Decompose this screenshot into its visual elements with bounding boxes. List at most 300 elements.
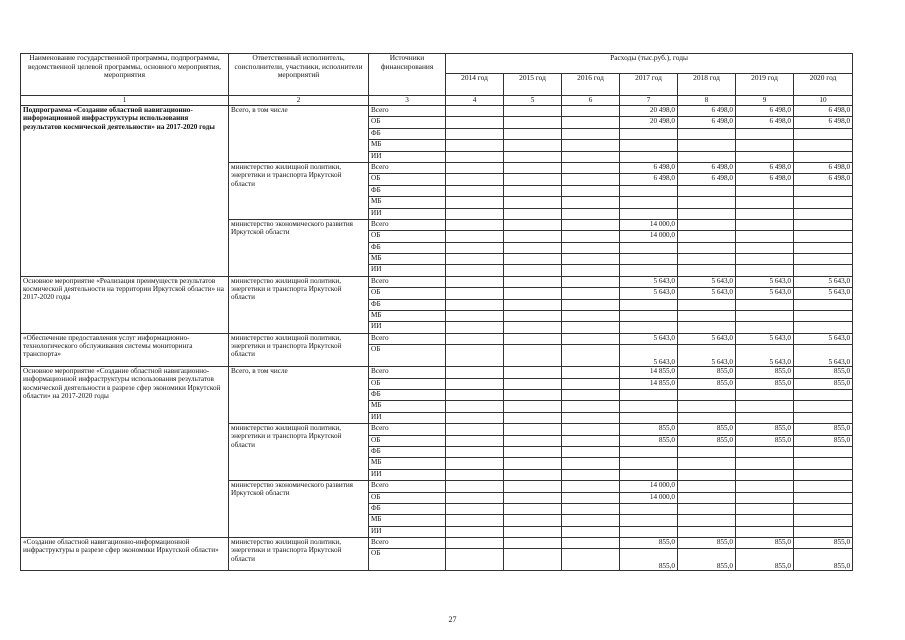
value-cell [794,299,853,310]
value-cell [736,197,794,208]
column-number: 10 [794,96,853,106]
value-cell [736,140,794,151]
executor-cell: Всего, в том числе [229,367,369,424]
value-cell [504,276,562,287]
value-cell [736,254,794,265]
value-cell [736,503,794,514]
value-cell [562,311,620,322]
value-cell: 5 643,0 [678,288,736,299]
value-cell [504,401,562,412]
program-name-cell: Основное мероприятие «Создание областной навигационно-информационной инфраструктуры использования результатов космической деятельности в разрезе сфер экономики Иркутской области» на 2017-2020 годы [21,367,229,538]
source-cell: МБ [369,140,446,151]
value-cell [504,333,562,344]
value-cell: 14 000,0 [620,492,678,503]
value-cell: 855,0 [736,378,794,389]
header-sources: Источники финансирования [369,54,446,96]
table-body [21,54,853,571]
value-cell: 5 643,0 [620,288,678,299]
value-cell [504,242,562,253]
value-cell: 855,0 [736,435,794,446]
value-cell [446,265,504,276]
value-cell [446,367,504,378]
program-name-cell: Основное мероприятие «Реализация преимуществ результатов космической деятельности на территории Иркутской области» на 2017-2020 годы [21,276,229,333]
value-cell [620,208,678,219]
source-cell: ИИ [369,412,446,423]
table-row [21,106,853,117]
value-cell [504,254,562,265]
value-cell [562,185,620,196]
value-cell [736,299,794,310]
value-cell [620,242,678,253]
value-cell [446,276,504,287]
value-cell: 5 643,0 [736,288,794,299]
value-cell [504,389,562,400]
value-cell [562,151,620,162]
value-cell: 5 643,0 [620,276,678,287]
value-cell: 14 000,0 [620,231,678,242]
value-cell [504,311,562,322]
value-cell: 855,0 [620,424,678,435]
value-cell [562,254,620,265]
source-cell: ОБ [369,549,446,571]
value-cell: 855,0 [678,424,736,435]
value-cell [446,526,504,537]
executor-cell: министерство жилищной политики, энергетики и транспорта Иркутской области [229,276,369,333]
column-number: 3 [369,96,446,106]
value-cell [504,549,562,571]
value-cell [562,446,620,457]
column-number: 8 [678,96,736,106]
value-cell [736,128,794,139]
value-cell [562,412,620,423]
source-cell: ФБ [369,185,446,196]
value-cell: 6 498,0 [620,162,678,173]
value-cell [446,322,504,333]
value-cell [562,458,620,469]
value-cell [504,435,562,446]
value-cell [446,333,504,344]
value-cell [736,185,794,196]
value-cell: 855,0 [736,538,794,549]
source-cell: ОБ [369,117,446,128]
source-cell: Всего [369,219,446,230]
source-cell: ИИ [369,469,446,480]
value-cell [620,299,678,310]
value-cell [562,140,620,151]
value-cell [446,401,504,412]
value-cell [794,219,853,230]
value-cell: 6 498,0 [794,106,853,117]
value-cell [504,526,562,537]
value-cell [794,311,853,322]
source-cell: Всего [369,162,446,173]
value-cell: 855,0 [794,435,853,446]
value-cell [736,242,794,253]
value-cell [562,515,620,526]
value-cell: 14 000,0 [620,219,678,230]
value-cell [504,481,562,492]
value-cell [794,481,853,492]
source-cell: ИИ [369,265,446,276]
value-cell [794,151,853,162]
header-executor: Ответственный исполнитель, соисполнители, участники, исполнители мероприятий [229,54,369,96]
value-cell [794,322,853,333]
value-cell [736,458,794,469]
value-cell: 855,0 [620,435,678,446]
value-cell [678,128,736,139]
value-cell [446,481,504,492]
value-cell: 5 643,0 [620,333,678,344]
value-cell [504,117,562,128]
source-cell: МБ [369,311,446,322]
value-cell [794,128,853,139]
value-cell [620,412,678,423]
value-cell [678,208,736,219]
column-number: 4 [446,96,504,106]
value-cell [504,412,562,423]
value-cell [446,106,504,117]
value-cell [504,515,562,526]
value-cell [620,389,678,400]
value-cell [620,526,678,537]
value-cell: 855,0 [678,538,736,549]
value-cell [678,469,736,480]
column-number: 2 [229,96,369,106]
value-cell [562,299,620,310]
source-cell: ОБ [369,378,446,389]
value-cell [504,469,562,480]
value-cell [678,219,736,230]
value-cell [794,526,853,537]
value-cell [794,458,853,469]
value-cell: 5 643,0 [794,276,853,287]
column-number-row [21,96,853,106]
value-cell [446,492,504,503]
source-cell: МБ [369,515,446,526]
column-number: 6 [562,96,620,106]
column-number: 9 [736,96,794,106]
value-cell [736,265,794,276]
value-cell [736,311,794,322]
value-cell [794,503,853,514]
value-cell [620,254,678,265]
value-cell [446,435,504,446]
value-cell [446,458,504,469]
value-cell [736,219,794,230]
value-cell [794,242,853,253]
table-row [21,276,853,287]
value-cell [736,526,794,537]
value-cell: 855,0 [794,424,853,435]
value-cell [562,481,620,492]
value-cell: 5 643,0 [678,276,736,287]
executor-cell: министерство экономического развития Иркутской области [229,481,369,538]
value-cell: 855,0 [736,549,794,571]
value-cell [446,424,504,435]
value-cell [504,322,562,333]
value-cell [504,106,562,117]
value-cell: 5 643,0 [736,345,794,367]
value-cell [794,412,853,423]
header-year: 2015 год [504,74,562,96]
value-cell [504,128,562,139]
value-cell [446,254,504,265]
source-cell: ОБ [369,231,446,242]
source-cell: ОБ [369,345,446,367]
value-cell [794,389,853,400]
source-cell: Всего [369,106,446,117]
header-year: 2016 год [562,74,620,96]
value-cell [446,538,504,549]
value-cell [446,185,504,196]
value-cell [794,185,853,196]
value-cell [620,503,678,514]
executor-cell: министерство жилищной политики, энергетики и транспорта Иркутской области [229,538,369,571]
value-cell: 6 498,0 [736,162,794,173]
budget-table [20,53,853,571]
value-cell [620,515,678,526]
value-cell: 855,0 [678,435,736,446]
value-cell [794,197,853,208]
value-cell: 14 855,0 [620,367,678,378]
value-cell: 6 498,0 [794,162,853,173]
value-cell [562,538,620,549]
value-cell [678,265,736,276]
source-cell: Всего [369,367,446,378]
value-cell: 855,0 [678,549,736,571]
source-cell: Всего [369,481,446,492]
source-cell: ФБ [369,446,446,457]
value-cell [562,401,620,412]
value-cell [794,515,853,526]
value-cell [620,446,678,457]
value-cell [620,401,678,412]
value-cell [562,333,620,344]
page-number: 27 [448,615,457,624]
value-cell [446,288,504,299]
value-cell [504,265,562,276]
value-cell: 6 498,0 [678,117,736,128]
value-cell [562,242,620,253]
table-row [21,367,853,378]
value-cell [504,458,562,469]
value-cell [562,389,620,400]
column-number: 7 [620,96,678,106]
value-cell [562,503,620,514]
source-cell: МБ [369,401,446,412]
header-year: 2020 год [794,74,853,96]
value-cell [446,311,504,322]
value-cell [678,242,736,253]
value-cell: 855,0 [736,424,794,435]
value-cell [562,276,620,287]
value-cell [620,458,678,469]
source-cell: ОБ [369,492,446,503]
value-cell [562,128,620,139]
value-cell [736,412,794,423]
header-year: 2017 год [620,74,678,96]
value-cell [446,299,504,310]
value-cell [794,469,853,480]
value-cell [562,106,620,117]
value-cell: 6 498,0 [794,117,853,128]
value-cell [562,231,620,242]
value-cell [446,345,504,367]
column-number: 5 [504,96,562,106]
executor-cell: министерство жилищной политики, энергетики и транспорта Иркутской области [229,162,369,219]
value-cell: 14 000,0 [620,481,678,492]
source-cell: Всего [369,538,446,549]
value-cell [620,311,678,322]
header-year: 2018 год [678,74,736,96]
value-cell [678,197,736,208]
value-cell [504,299,562,310]
value-cell [562,435,620,446]
value-cell: 5 643,0 [736,276,794,287]
value-cell: 855,0 [794,538,853,549]
value-cell [562,174,620,185]
value-cell [736,151,794,162]
source-cell: ОБ [369,174,446,185]
value-cell [794,140,853,151]
value-cell: 855,0 [736,367,794,378]
value-cell [504,345,562,367]
source-cell: МБ [369,254,446,265]
value-cell [446,389,504,400]
source-cell: ФБ [369,128,446,139]
value-cell [562,162,620,173]
value-cell [794,265,853,276]
source-cell: Всего [369,424,446,435]
value-cell [562,526,620,537]
value-cell [736,446,794,457]
value-cell [678,515,736,526]
value-cell: 6 498,0 [678,162,736,173]
value-cell: 855,0 [620,538,678,549]
value-cell: 5 643,0 [678,345,736,367]
value-cell [504,208,562,219]
value-cell [504,538,562,549]
value-cell [446,151,504,162]
value-cell [562,549,620,571]
column-number: 1 [21,96,229,106]
value-cell [736,231,794,242]
value-cell: 6 498,0 [620,174,678,185]
value-cell [562,378,620,389]
value-cell: 855,0 [794,367,853,378]
value-cell [504,424,562,435]
value-cell [446,515,504,526]
value-cell [678,458,736,469]
value-cell [562,322,620,333]
executor-cell: Всего, в том числе [229,106,369,163]
value-cell: 5 643,0 [794,345,853,367]
program-name-cell: «Создание областной навигационно-информационной инфраструктуры в разрезе сфер экономики Иркутской области» [21,538,229,571]
value-cell [678,299,736,310]
table-row [21,538,853,549]
value-cell [620,185,678,196]
value-cell [504,151,562,162]
source-cell: ФБ [369,389,446,400]
value-cell [794,492,853,503]
executor-cell: министерство жилищной политики, энергетики и транспорта Иркутской области [229,333,369,366]
value-cell: 6 498,0 [736,174,794,185]
value-cell [794,446,853,457]
value-cell [794,254,853,265]
value-cell [446,162,504,173]
value-cell [504,219,562,230]
value-cell [504,197,562,208]
source-cell: ИИ [369,151,446,162]
value-cell: 855,0 [794,549,853,571]
value-cell [736,469,794,480]
value-cell [562,492,620,503]
value-cell [504,492,562,503]
value-cell [446,378,504,389]
value-cell: 855,0 [678,367,736,378]
source-cell: ОБ [369,288,446,299]
value-cell [736,515,794,526]
program-name-cell: Подпрограмма «Создание областной навигационно-информационной инфраструктуры использования результатов космической деятельности» на 2017-2020 годы [21,106,229,277]
value-cell [562,288,620,299]
value-cell [736,322,794,333]
source-cell: Всего [369,276,446,287]
value-cell [678,492,736,503]
header-program: Наименование государственной программы, подпрограммы, ведомственной целевой программы, основного мероприятия, мероприятия [21,54,229,96]
value-cell: 5 643,0 [794,333,853,344]
value-cell [678,185,736,196]
value-cell [620,128,678,139]
value-cell [736,208,794,219]
value-cell [678,389,736,400]
value-cell [678,254,736,265]
value-cell [446,549,504,571]
executor-cell: министерство жилищной политики, энергетики и транспорта Иркутской области [229,424,369,481]
value-cell [736,492,794,503]
value-cell [504,503,562,514]
source-cell: ФБ [369,503,446,514]
value-cell [504,367,562,378]
value-cell [504,174,562,185]
value-cell [504,288,562,299]
source-cell: ИИ [369,208,446,219]
value-cell [678,481,736,492]
value-cell: 14 855,0 [620,378,678,389]
value-cell [504,162,562,173]
value-cell [562,208,620,219]
value-cell [562,345,620,367]
header-row [21,54,853,74]
value-cell [504,185,562,196]
value-cell [562,197,620,208]
source-cell: Всего [369,333,446,344]
value-cell [678,412,736,423]
source-cell: ФБ [369,299,446,310]
value-cell [620,265,678,276]
value-cell [562,117,620,128]
header-expenses: Расходы (тыс.руб.), годы [446,54,853,74]
value-cell [446,117,504,128]
value-cell: 855,0 [794,378,853,389]
value-cell [620,151,678,162]
table-row [21,333,853,344]
value-cell: 6 498,0 [736,106,794,117]
value-cell [678,231,736,242]
value-cell [562,469,620,480]
value-cell [446,231,504,242]
value-cell [678,401,736,412]
value-cell [620,469,678,480]
